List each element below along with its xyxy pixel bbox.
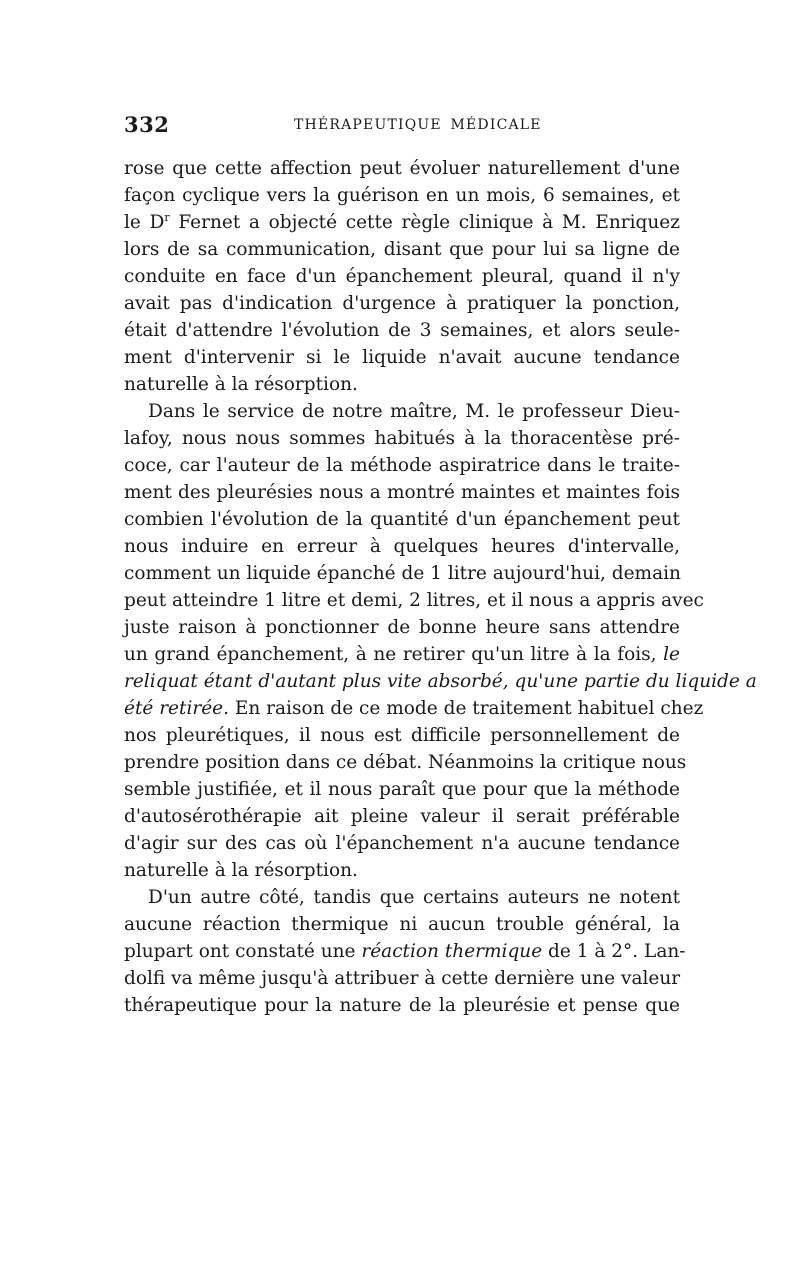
text-line: naturelle à la résorption. — [124, 860, 358, 881]
text-line: naturelle à la résorption. — [124, 374, 358, 395]
text-line: ment d'intervenir si le liquide n'avait aucune tendance — [124, 347, 680, 368]
text-line: un grand épanchement, à ne retirer qu'un litre à la fois, le — [124, 644, 680, 665]
text-line: coce, car l'auteur de la méthode aspiratrice dans le traite- — [124, 455, 680, 476]
text-line: avait pas d'indication d'urgence à pratiquer la ponction, — [124, 293, 680, 314]
text-line: juste raison à ponctionner de bonne heure sans attendre — [124, 617, 680, 638]
text-line: nos pleurétiques, il nous est difficile personnellement de — [124, 725, 680, 746]
text-line: combien l'évolution de la quantité d'un épanchement peut — [124, 509, 680, 530]
page-number: 332 — [124, 112, 170, 137]
text-line: prendre position dans ce débat. Néanmoins la critique nous — [124, 752, 687, 773]
text-line: plupart ont constaté une réaction thermique de 1 à 2°. Lan- — [124, 941, 686, 962]
text-line: lafoy, nous nous sommes habitués à la thoracentèse pré- — [124, 428, 680, 449]
text-line: semble justifiée, et il nous paraît que pour que la méthode — [124, 779, 680, 800]
italic-text: été retirée — [124, 698, 224, 719]
text-line: conduite en face d'un épanchement pleural, quand il n'y — [124, 266, 680, 287]
text-line: été retirée. En raison de ce mode de traitement habituel chez — [124, 698, 704, 719]
text-line: rose que cette affection peut évoluer naturellement d'une — [124, 158, 680, 179]
text-line: dolfi va même jusqu'à attribuer à cette dernière une valeur — [124, 968, 681, 989]
text-line: façon cyclique vers la guérison en un mois, 6 semaines, et — [124, 185, 680, 206]
text-line: d'agir sur des cas où l'épanchement n'a aucune tendance — [124, 833, 680, 854]
text-line — [124, 668, 757, 695]
text-line: lors de sa communication, disant que pour lui sa ligne de — [124, 239, 680, 260]
text-line: d'autosérothérapie ait pleine valeur il serait préférable — [124, 806, 680, 827]
italic-text: le — [663, 644, 680, 665]
italic-text: reliquat étant d'autant plus vite absorbé, qu'une partie du liquide a — [124, 671, 757, 692]
text-line: était d'attendre l'évolution de 3 semaines, et alors seule- — [124, 320, 680, 341]
paragraph-start-line: Dans le service de notre maître, M. le professeur Dieu- — [148, 401, 680, 422]
italic-text: réaction thermique — [361, 941, 543, 962]
running-title: THÉRAPEUTIQUE MÉDICALE — [294, 117, 542, 133]
paragraph-start-line: D'un autre côté, tandis que certains auteurs ne notent — [148, 887, 680, 908]
text-line: le $D^r$ Fernet a objecté cette règle clinique à M. Enriquez — [124, 210, 681, 233]
running-header — [124, 112, 684, 142]
text-line: thérapeutique pour la nature de la pleurésie et pense que — [124, 995, 680, 1016]
body-text — [124, 155, 757, 1019]
text-line: peut atteindre 1 litre et demi, 2 litres, et il nous a appris avec — [124, 590, 704, 611]
text-line: nous induire en erreur à quelques heures d'intervalle, — [124, 536, 680, 557]
text-line: ment des pleurésies nous a montré maintes et maintes fois — [124, 482, 680, 503]
text-line: comment un liquide épanché de 1 litre aujourd'hui, demain — [124, 563, 681, 584]
text-line: aucune réaction thermique ni aucun trouble général, la — [124, 914, 680, 935]
